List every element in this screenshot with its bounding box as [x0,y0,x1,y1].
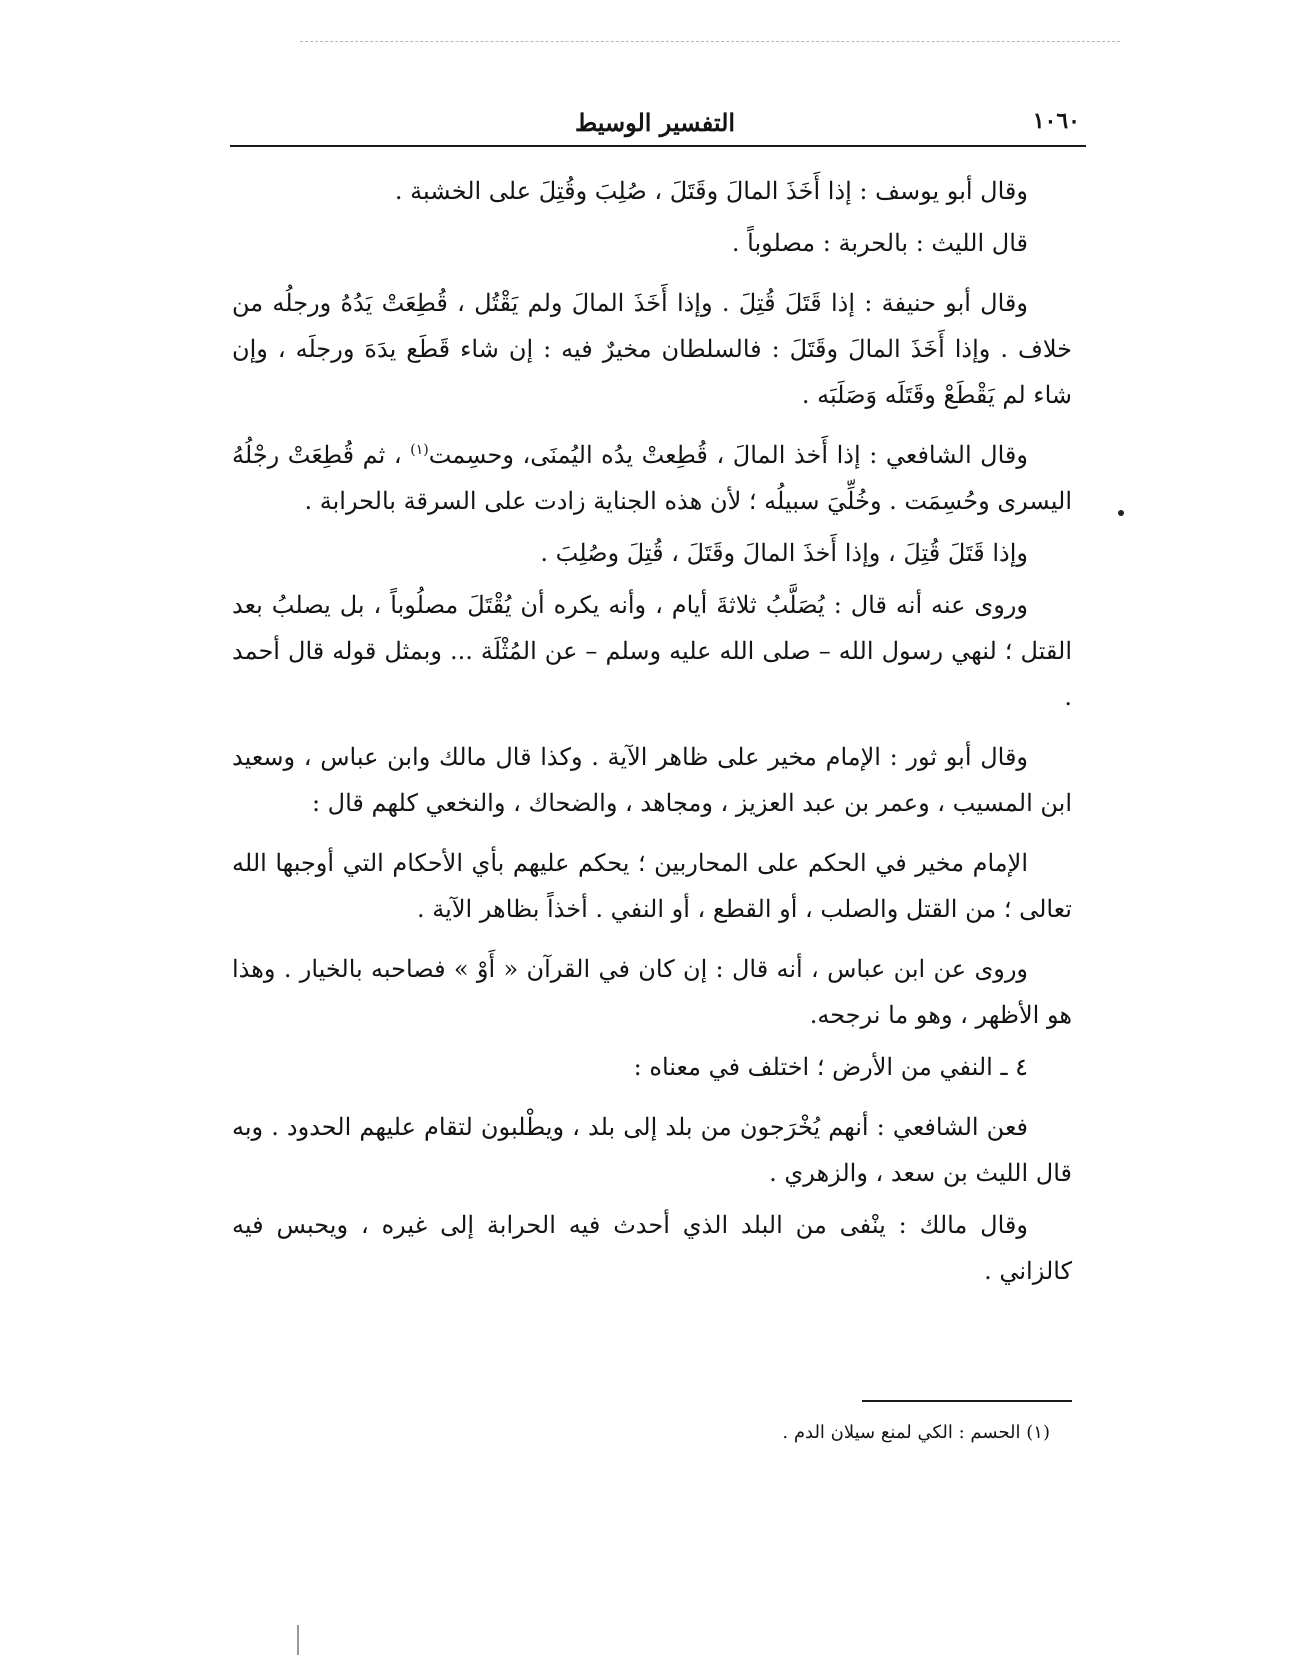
paragraph-malik-exile: وقال مالك : ينْفى من البلد الذي أحدث فيه الحرابة إلى غيره ، ويحبس فيه كالزاني . [232,1211,1072,1285]
paragraph-imam-choice: الإمام مخير في الحكم على المحاربين ؛ يحكم عليهم بأي الأحكام التي أوجبها الله تعالى ؛ من القتل والصلب ، أو القطع ، أو النفي . أخذاً بظاهر الآية . [232,849,1072,923]
page-number: ١٠٦٠ [1032,108,1080,134]
scan-margin-mark [297,1625,299,1655]
paragraph-abu-hanifa: وقال أبو حنيفة : إذا قَتَلَ قُتِلَ . وإذا أَخَذَ المالَ ولم يَقْتُل ، قُطِعَتْ يَدُهُ ورجلُه من خلاف . وإذا أَخَذَ المالَ وقَتَلَ : فالسلطان مخيرٌ فيه : إن شاء قَطَع يدَهَ ورجلَه ، وإن شاء لم يَقْطَعْ وقَتَلَه وَصَلَبَه . [232,289,1072,409]
footnote: (١) الحسم : الكي لمنع سيلان الدم . [782,1422,1050,1443]
footnote-rule [862,1400,1072,1402]
page-header [230,108,1080,144]
paragraph-al-layth: قال الليث : بالحربة : مصلوباً . [731,229,1028,257]
paragraph-abu-thawr: وقال أبو ثور : الإمام مخير على ظاهر الآية . وكذا قال مالك وابن عباس ، وسعيد ابن المسيب ، وعمر بن عبد العزيز ، ومجاهد ، والضحاك ، والنخعي كلهم قال : [232,743,1072,817]
paragraph-al-shafii-part-1: وقال الشافعي : إذا أَخذ المالَ ، قُطِعتْ يدُه اليُمنَى، وحسِمت [428,441,1028,469]
paragraph-abu-yusuf: وقال أبو يوسف : إذا أَخَذَ المالَ وقَتَلَ ، صُلِبَ وقُتِلَ على الخشبة . [394,177,1028,205]
header-rule [230,145,1086,147]
paragraph-al-shafii-part-2: ، ثم قُطِعَتْ رجْلُهُ اليسرى وحُسِمَت . وخُلِّيَ سبيلُه ؛ لأن هذه الجناية زادت على السرقة بالحرابة . [232,441,1072,515]
scan-speck [1118,510,1124,516]
paragraph-al-shafii [232,432,1072,524]
running-title: التفسير الوسيط [574,108,736,137]
scan-top-rule [300,41,1120,42]
paragraph-crucifixion-three-days: وروى عنه أنه قال : يُصَلَّبُ ثلاثةَ أيام ، وأنه يكره أن يُقْتَلَ مصلُوباً ، بل يصلبُ بعد القتل ؛ لنهي رسول الله – صلى الله عليه وسلم – عن المُثْلَة ... وبمثل قوله قال أحمد . [232,591,1072,711]
paragraph-killing-and-taking: وإذا قَتَلَ قُتِلَ ، وإذا أَخذَ المالَ وقَتَلَ ، قُتِلَ وصُلِبَ . [540,539,1028,567]
paragraph-ibn-abbas: وروى عن ابن عباس ، أنه قال : إن كان في القرآن « أَوْ » فصاحبه بالخيار . وهذا هو الأظهر ، وهو ما نرجحه. [232,955,1072,1029]
body-text [232,168,1072,1300]
paragraph-exile-heading: ٤ ـ النفي من الأرض ؛ اختلف في معناه : [633,1053,1028,1081]
footnote-marker: (١) [410,442,429,458]
paragraph-shafii-exile: فعن الشافعي : أنهم يُخْرَجون من بلد إلى بلد ، ويطْلبون لتقام عليهم الحدود . وبه قال الليث بن سعد ، والزهري . [232,1113,1072,1187]
